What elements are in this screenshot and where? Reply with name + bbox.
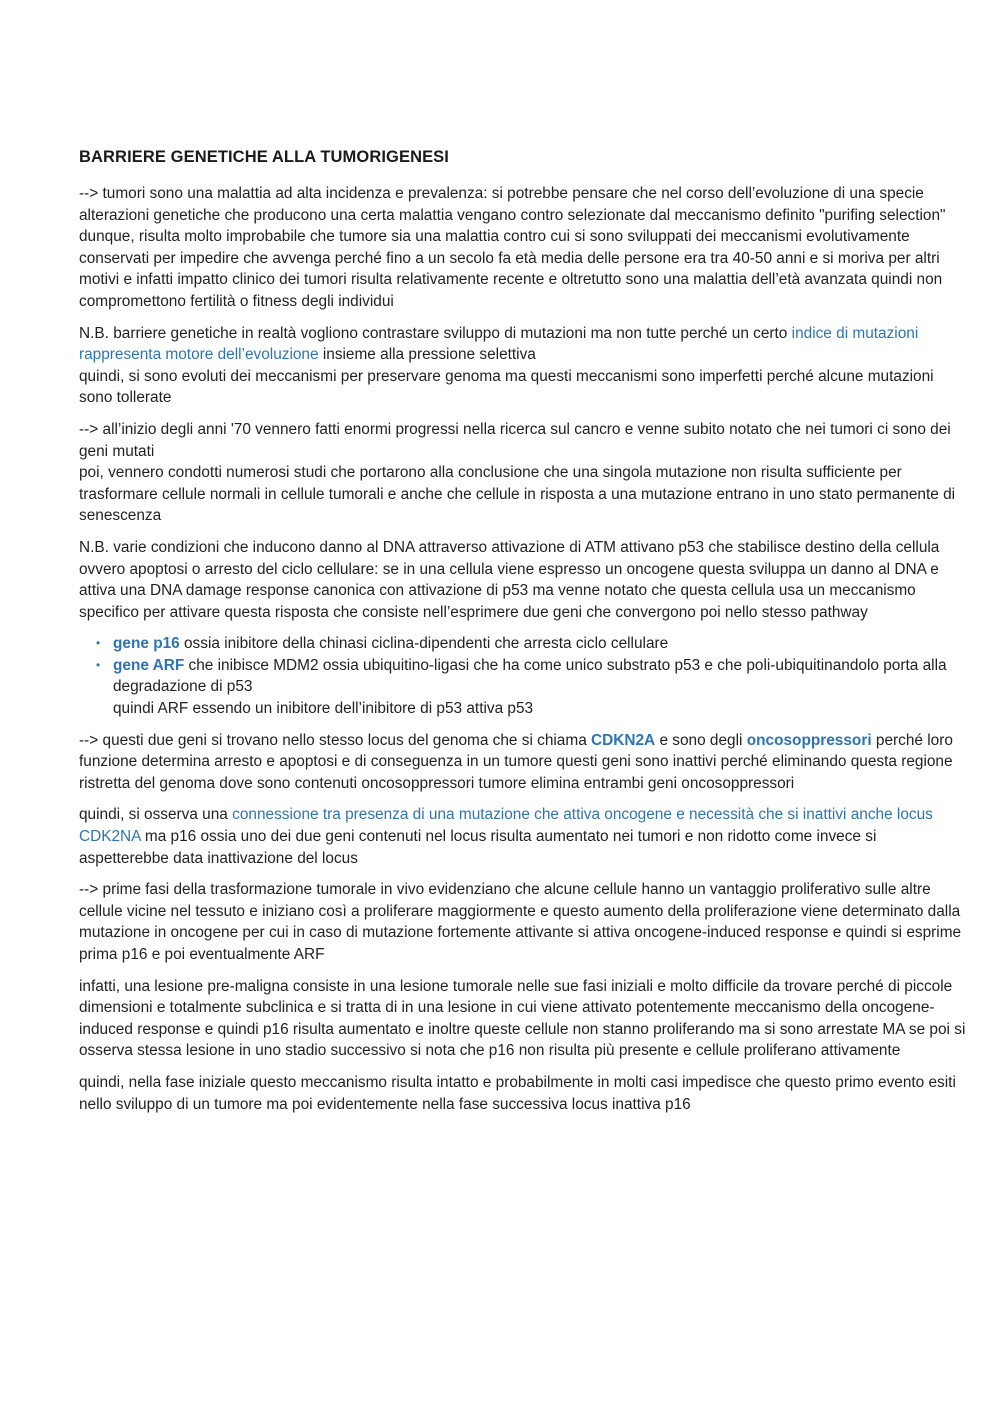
paragraph-6-highlight: connessione tra presenza di una mutazione che attiva oncogene e necessità che si inattivi anche locus CDK2NA: [79, 806, 933, 846]
list-item: [79, 655, 967, 720]
paragraph-5-highlight-oncosoppressori: oncosoppressori: [746, 731, 872, 749]
paragraph-8: infatti, una lesione pre-maligna consiste in una lesione tumorale nelle sue fasi iniziali e molto difficile da trovare perché di piccole dimensioni e totalmente subclinica e si tratta di in una lesione in cui viene attivato potentemente meccanismo della oncogene-induced response e quindi p16 risulta aumentato e inoltre queste cellule non stanno proliferando ma si sono arrestate MA se poi si osserva stessa lesione in uno stadio successivo si nota che p16 non risulta più presente e cellule proliferano attivamente: [79, 977, 966, 1060]
bullet-2-term: gene ARF: [113, 656, 185, 674]
paragraph-3: [79, 419, 967, 527]
paragraph-6-text-post: ma p16 ossia uno dei due geni contenuti nel locus risulta aumentato nei tumori e non ridotto come invece si aspetterebbe data inattivazione del locus: [79, 828, 877, 867]
paragraph-1: [79, 183, 967, 313]
paragraph-5-highlight-cdkn2a: CDKN2A: [591, 731, 656, 749]
bullet-icon: •: [96, 657, 101, 672]
paragraph-2-text-pre: N.B. barriere genetiche in realtà vogliono contrastare sviluppo di mutazioni ma non tutte perché un certo: [79, 324, 792, 342]
paragraph-2-line-b: quindi, si sono evoluti dei meccanismi per preservare genoma ma questi meccanismi sono imperfetti perché alcune mutazioni sono tollerate: [79, 367, 934, 407]
document-title: BARRIERE GENETICHE ALLA TUMORIGENESI: [79, 148, 449, 166]
paragraph-5: [79, 730, 967, 795]
paragraph-2-highlight: indice di mutazioni rappresenta motore dell’evoluzione: [79, 324, 919, 364]
paragraph-3-line-b: poi, vennero condotti numerosi studi che portarono alla conclusione che una singola mutazione non risulta sufficiente per trasformare cellule normali in cellule tumorali e anche che cellule in risposta a una mutazione entrano in uno stato permanente di senescenza: [79, 464, 956, 525]
bullet-1-text: ossia inibitore della chinasi ciclina-dipendenti che arresta ciclo cellulare: [179, 635, 669, 653]
paragraph-3-line-a: --> all’inizio degli anni '70 vennero fatti enormi progressi nella ricerca sul cancro e venne subito notato che nei tumori ci sono dei geni mutati: [79, 420, 951, 460]
paragraph-7: --> prime fasi della trasformazione tumorale in vivo evidenziano che alcune cellule hanno un vantaggio proliferativo sulle altre cellule vicine nel tessuto e iniziano così a proliferare maggiormente e questo aumento della proliferazione viene determinato dalla mutazione in oncogene per cui in caso di mutazione fortemente attivante si attiva oncogene-induced response e quindi si esprime prima p16 e poi eventualmente ARF: [79, 881, 962, 963]
paragraph-5-text-post: perché loro funzione determina arresto e apoptosi e di conseguenza in un tumore questi geni sono inattivi perché eliminando questa regione ristretta del genoma dove sono contenuti oncosoppressori tumore elimina entrambi geni oncosoppressori: [79, 731, 953, 792]
bullet-icon: •: [96, 636, 101, 651]
paragraph-6: [79, 804, 967, 869]
bullet-2-line: [113, 655, 967, 698]
paragraph-4: N.B. varie condizioni che inducono danno al DNA attraverso attivazione di ATM attivano p53 che stabilisce destino della cellula ovvero apoptosi o arresto del ciclo cellulare: se in una cellula viene espresso un oncogene questa sviluppa un danno al DNA e attiva una DNA damage response canonica con attivazione di p53 ma venne notato che questa cellula usa un meccanismo specifico per attivare questa risposta che consiste nell’esprimere due geni che convergono poi nello stesso pathway: [79, 538, 940, 621]
bullet-2-text: che inibisce MDM2 ossia ubiquitino-ligasi che ha come unico substrato p53 e che poli-ubiquitinandolo porta alla degradazione di p53: [113, 656, 947, 696]
list-item: [79, 633, 967, 655]
paragraph-5-text-mid: e sono degli: [655, 731, 747, 749]
document-page: [79, 146, 967, 1125]
gene-bullet-list: [79, 633, 967, 719]
bullet-1-term: gene p16: [113, 635, 180, 653]
paragraph-2-text-post: insieme alla pressione selettiva: [318, 346, 536, 364]
paragraph-5-text-pre: --> questi due geni si trovano nello stesso locus del genoma che si chiama: [79, 731, 592, 749]
paragraph-1-line-a: --> tumori sono una malattia ad alta incidenza e prevalenza: si potrebbe pensare che nel corso dell’evoluzione di una specie alterazioni genetiche che producono una certa malattia vengano contro selezionate dal meccanismo definito "purifing selection": [79, 185, 946, 224]
bullet-1-line: [113, 633, 967, 655]
paragraph-1-line-b: dunque, risulta molto improbabile che tumore sia una malattia contro cui si sono sviluppati dei meccanismi evolutivamente conservati per impedire che avvenga perché fino a un secolo fa età media delle persone era tra 40-50 anni e si moriva per altri motivi e infatti impatto clinico dei tumori risulta relativamente recente e oltretutto sono una malattia dell’età avanzata quindi non compromettono fertilità o fitness degli individui: [79, 228, 943, 310]
bullet-2-extra: quindi ARF essendo un inibitore dell’inibitore di p53 attiva p53: [113, 700, 534, 718]
paragraph-2: [79, 323, 967, 409]
paragraph-9: quindi, nella fase iniziale questo meccanismo risulta intatto e probabilmente in molti casi impedisce che questo primo evento esiti nello sviluppo di un tumore ma poi evidentemente nella fase successiva locus inattiva p16: [79, 1073, 956, 1113]
paragraph-2-line-a: [79, 323, 967, 366]
paragraph-6-text-pre: quindi, si osserva una: [79, 806, 233, 824]
